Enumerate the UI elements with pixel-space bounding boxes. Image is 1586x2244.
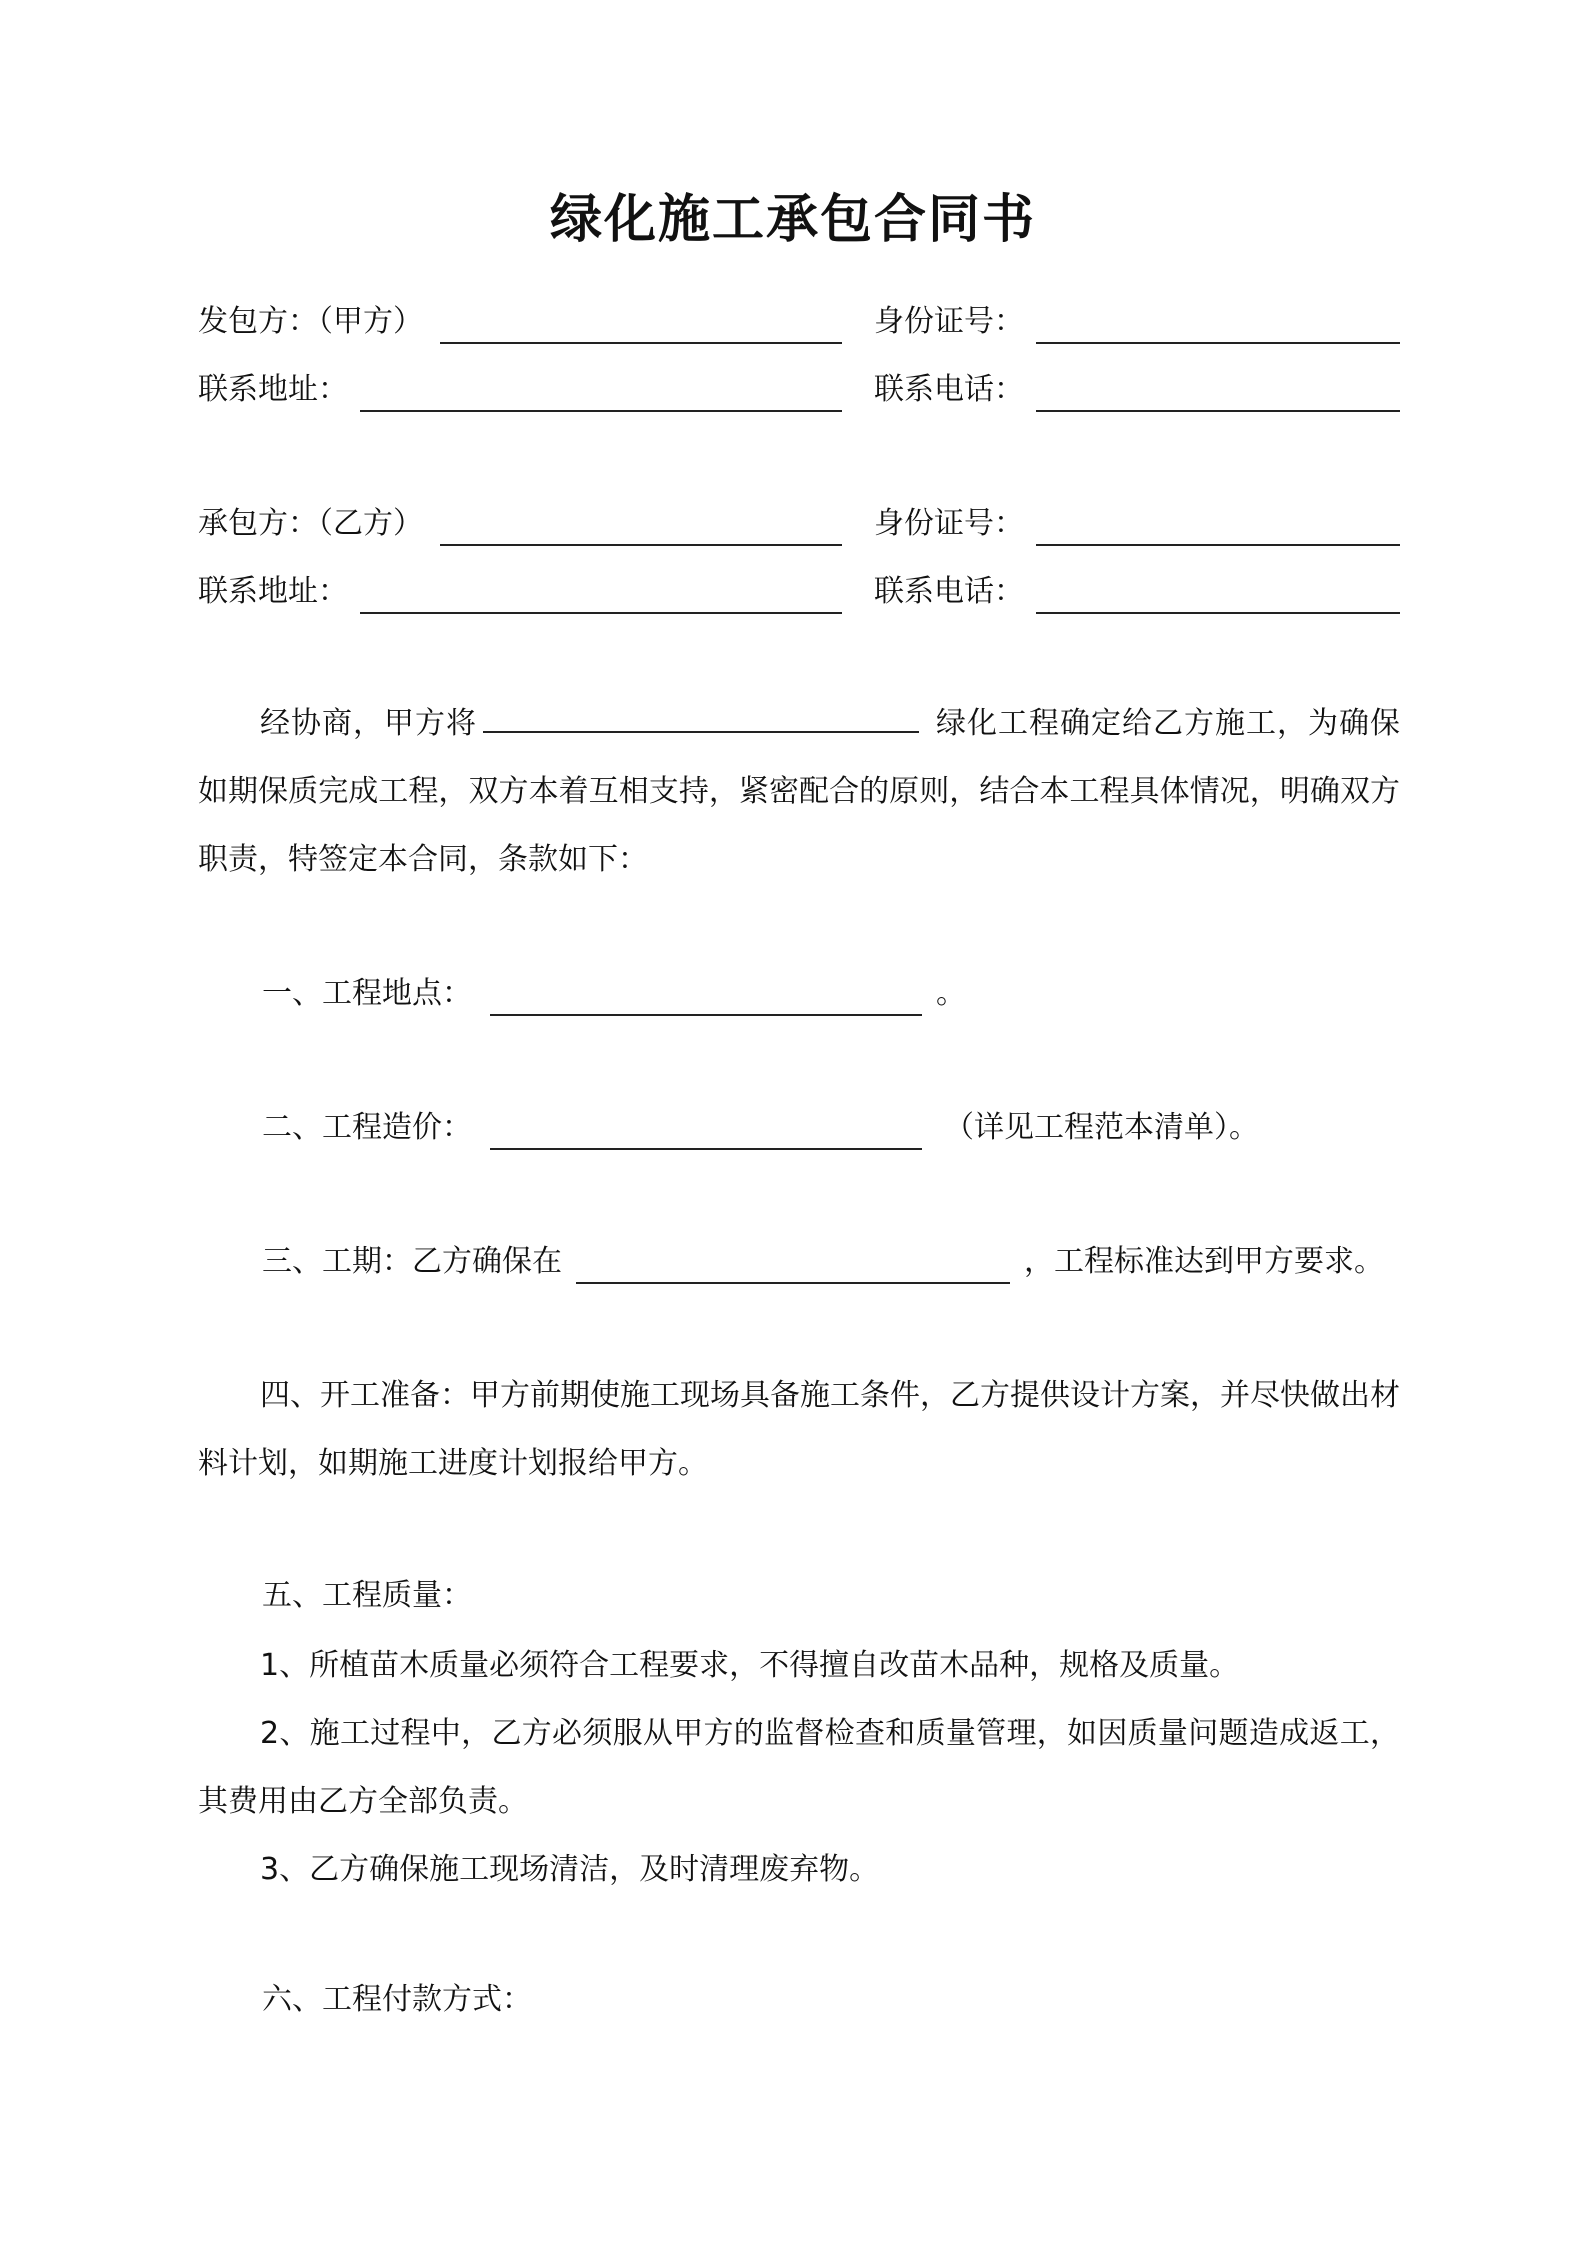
- clause-2-label: 二、工程造价：: [262, 1110, 472, 1145]
- party-a-address-label: 联系地址：: [198, 372, 348, 407]
- document-title: 绿化施工承包合同书: [549, 190, 1036, 250]
- project-cost-field[interactable]: [490, 1148, 922, 1150]
- party-b-address-field[interactable]: [360, 612, 842, 614]
- clause-4-paragraph: 四、开工准备：甲方前期使施工现场具备施工条件，乙方提供设计方案，并尽快做出材料计划，如期施工进度计划报给甲方。: [198, 1378, 1400, 1481]
- clause-6-heading: 六、工程付款方式：: [262, 1982, 532, 2017]
- party-b-label: 承包方：（乙方）: [198, 506, 423, 541]
- party-b-phone-field[interactable]: [1036, 612, 1400, 614]
- party-a-phone-field[interactable]: [1036, 410, 1400, 412]
- clause-1-suffix: 。: [936, 976, 966, 1011]
- clause-5-item-1: 1、所植苗木质量必须符合工程要求，不得擅自改苗木品种，规格及质量。: [260, 1648, 1240, 1683]
- intro-text-part1: 经协商，甲方将: [260, 706, 477, 741]
- party-b-name-field[interactable]: [440, 544, 842, 546]
- clause-5-heading: 五、工程质量：: [262, 1578, 472, 1613]
- construction-period-field[interactable]: [576, 1282, 1010, 1284]
- project-location-field[interactable]: [490, 1014, 922, 1016]
- clause-5-item-3: 3、乙方确保施工现场清洁，及时清理废弃物。: [260, 1852, 880, 1887]
- clause-2-suffix: （详见工程范本清单）。: [944, 1110, 1259, 1145]
- clause-5-item-2: 2、施工过程中，乙方必须服从甲方的监督检查和质量管理，如因质量问题造成返工，其费用由乙方全部负责。: [198, 1716, 1400, 1819]
- intro-text-part2: 绿化工程确定给乙方施工，为确保如期保质完成工程，双方本着互相支持，紧密配合的原则，结合本工程具体情况，明确双方职责，特签定本合同，条款如下：: [198, 706, 1400, 877]
- party-b-address-label: 联系地址：: [198, 574, 348, 609]
- party-a-label: 发包方：（甲方）: [198, 304, 423, 339]
- party-a-name-field[interactable]: [440, 342, 842, 344]
- clause-3-suffix: ，工程标准达到甲方要求。: [1024, 1244, 1384, 1279]
- clause-1-label: 一、工程地点：: [262, 976, 472, 1011]
- project-name-field[interactable]: [483, 701, 919, 733]
- party-a-id-label: 身份证号：: [874, 304, 1024, 339]
- party-b-phone-label: 联系电话：: [874, 574, 1024, 609]
- party-b-id-field[interactable]: [1036, 544, 1400, 546]
- intro-paragraph: [198, 690, 1400, 894]
- clause-3-label: 三、工期：乙方确保在: [262, 1244, 562, 1279]
- party-a-id-field[interactable]: [1036, 342, 1400, 344]
- party-b-id-label: 身份证号：: [874, 506, 1024, 541]
- party-a-phone-label: 联系电话：: [874, 372, 1024, 407]
- party-a-address-field[interactable]: [360, 410, 842, 412]
